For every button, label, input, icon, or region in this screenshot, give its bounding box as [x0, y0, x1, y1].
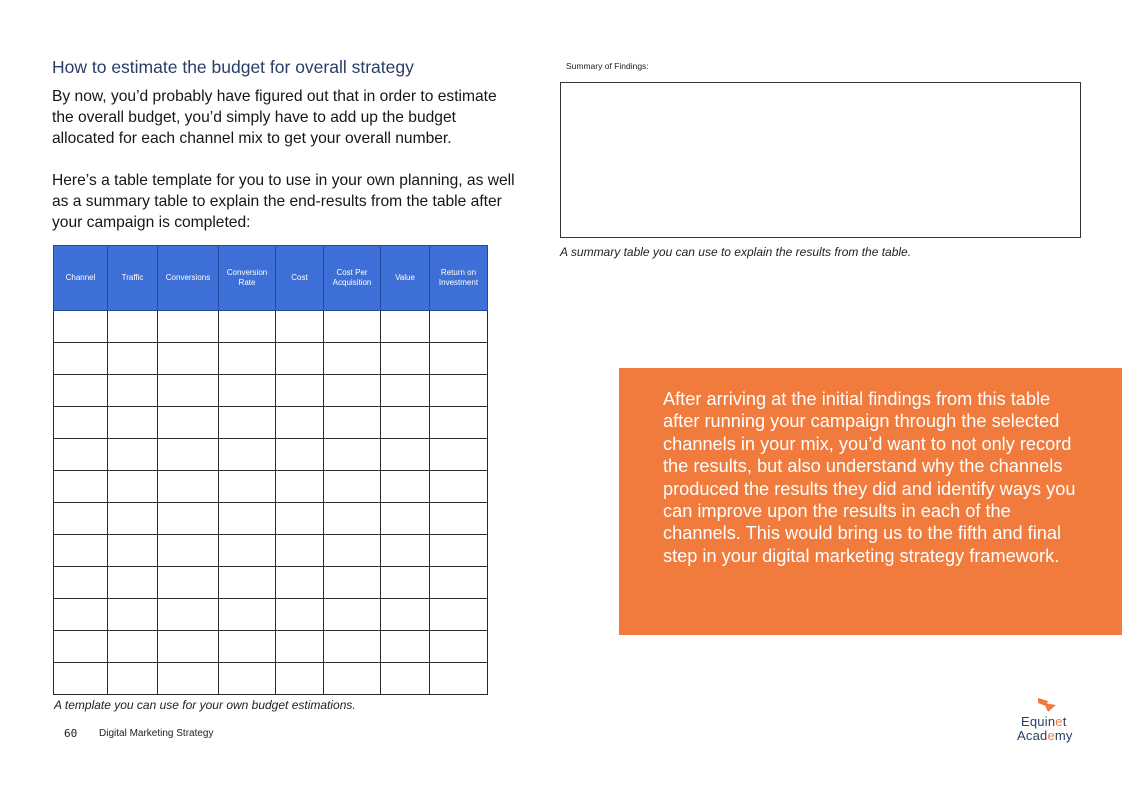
table-cell — [276, 343, 324, 375]
table-cell — [430, 599, 488, 631]
table-cell — [381, 375, 430, 407]
table-cell — [276, 631, 324, 663]
table-cell — [54, 503, 108, 535]
table-cell — [54, 535, 108, 567]
table-cell — [324, 631, 381, 663]
table-cell — [430, 407, 488, 439]
table-cell — [158, 407, 219, 439]
table-cell — [219, 631, 276, 663]
column-header: Cost Per Acquisition — [324, 246, 381, 311]
table-cell — [54, 375, 108, 407]
table-cell — [108, 567, 158, 599]
table-cell — [430, 439, 488, 471]
intro-paragraph-2: Here’s a table template for you to use in your own planning, as well as a summary table to explain the end-results from the table after your campaign is completed: — [52, 172, 515, 231]
table-row — [54, 343, 488, 375]
footer-title: Digital Marketing Strategy — [99, 728, 214, 739]
page-number: 60 — [64, 727, 78, 740]
table-row — [54, 311, 488, 343]
table-cell — [430, 311, 488, 343]
table-caption: A template you can use for your own budget estimations. — [54, 698, 356, 712]
table-cell — [219, 663, 276, 695]
table-cell — [219, 375, 276, 407]
table-cell — [276, 503, 324, 535]
table-cell — [430, 471, 488, 503]
table-cell — [430, 535, 488, 567]
table-cell — [54, 631, 108, 663]
table-cell — [54, 599, 108, 631]
table-cell — [54, 343, 108, 375]
table-cell — [430, 567, 488, 599]
table-cell — [324, 407, 381, 439]
table-cell — [276, 535, 324, 567]
table-cell — [54, 439, 108, 471]
table-cell — [158, 567, 219, 599]
table-cell — [108, 663, 158, 695]
table-cell — [158, 535, 219, 567]
table-cell — [276, 663, 324, 695]
table-cell — [381, 599, 430, 631]
table-cell — [219, 503, 276, 535]
table-cell — [219, 439, 276, 471]
table-cell — [381, 311, 430, 343]
table-cell — [158, 311, 219, 343]
table-cell — [108, 343, 158, 375]
summary-label: Summary of Findings: — [566, 61, 649, 71]
table-cell — [324, 311, 381, 343]
table-cell — [54, 407, 108, 439]
table-cell — [108, 375, 158, 407]
table-cell — [324, 663, 381, 695]
column-header: Return on Investment — [430, 246, 488, 311]
table-cell — [381, 503, 430, 535]
table-cell — [158, 503, 219, 535]
table-cell — [158, 343, 219, 375]
table-row — [54, 407, 488, 439]
column-header: Conversions — [158, 246, 219, 311]
table-cell — [158, 663, 219, 695]
column-header: Cost — [276, 246, 324, 311]
table-cell — [324, 343, 381, 375]
table-cell — [381, 343, 430, 375]
section-heading: How to estimate the budget for overall strategy — [52, 57, 414, 77]
table-cell — [276, 471, 324, 503]
table-cell — [276, 375, 324, 407]
intro-text — [52, 86, 522, 254]
table-cell — [219, 471, 276, 503]
table-cell — [324, 439, 381, 471]
table-cell — [381, 407, 430, 439]
table-cell — [108, 535, 158, 567]
table-cell — [276, 567, 324, 599]
table-cell — [430, 631, 488, 663]
table-cell — [54, 663, 108, 695]
table-cell — [108, 407, 158, 439]
table-cell — [324, 375, 381, 407]
table-cell — [54, 471, 108, 503]
table-cell — [430, 503, 488, 535]
logo-text-line-1: Equinet — [1021, 714, 1067, 729]
table-cell — [219, 599, 276, 631]
equinet-academy-logo — [1008, 697, 1088, 747]
table-cell — [219, 535, 276, 567]
table-row — [54, 503, 488, 535]
table-cell — [108, 439, 158, 471]
table-cell — [219, 343, 276, 375]
logo-text-line-2: Academy — [1017, 728, 1073, 743]
table-row — [54, 599, 488, 631]
table-cell — [276, 311, 324, 343]
table-cell — [276, 439, 324, 471]
table-cell — [219, 567, 276, 599]
table-cell — [108, 471, 158, 503]
column-header: Channel — [54, 246, 108, 311]
budget-template-table — [53, 245, 488, 695]
table-row — [54, 567, 488, 599]
table-cell — [324, 567, 381, 599]
table-cell — [108, 631, 158, 663]
summary-findings-box — [560, 82, 1081, 238]
table-cell — [108, 503, 158, 535]
table-cell — [54, 567, 108, 599]
table-cell — [276, 407, 324, 439]
table-cell — [54, 311, 108, 343]
table-cell — [324, 471, 381, 503]
table-row — [54, 439, 488, 471]
table-row — [54, 631, 488, 663]
table-cell — [108, 599, 158, 631]
table-row — [54, 375, 488, 407]
table-cell — [430, 663, 488, 695]
table-cell — [381, 567, 430, 599]
table-cell — [381, 663, 430, 695]
table-cell — [219, 407, 276, 439]
table-cell — [219, 311, 276, 343]
table-cell — [324, 599, 381, 631]
flag-logo-icon — [1036, 697, 1058, 713]
table-cell — [158, 439, 219, 471]
table-cell — [381, 535, 430, 567]
table-cell — [158, 375, 219, 407]
table-row — [54, 471, 488, 503]
table-cell — [430, 343, 488, 375]
table-cell — [381, 471, 430, 503]
table-cell — [324, 503, 381, 535]
callout-box — [619, 368, 1122, 635]
table-row — [54, 663, 488, 695]
table-row — [54, 535, 488, 567]
table-cell — [324, 535, 381, 567]
table-cell — [276, 599, 324, 631]
table-cell — [381, 439, 430, 471]
table-cell — [108, 311, 158, 343]
column-header: Traffic — [108, 246, 158, 311]
table-body — [54, 311, 488, 695]
table-cell — [430, 375, 488, 407]
table-cell — [158, 631, 219, 663]
intro-paragraph-1: By now, you’d probably have figured out that in order to estimate the overall budget, you’d simply have to add up the budget allocated for each channel mix to get your overall number. — [52, 88, 497, 147]
callout-text: After arriving at the initial findings from this table after running your campaign through the selected channels in your mix, you’d want to not only record the results, but also understand why the channels produced the results they did and identify ways you can improve upon the results in each of the channels. This would bring us to the fifth and final step in your digital marketing strategy framework. — [663, 389, 1076, 566]
table-cell — [158, 599, 219, 631]
column-header: Value — [381, 246, 430, 311]
table-cell — [381, 631, 430, 663]
column-header: Conversion Rate — [219, 246, 276, 311]
summary-caption: A summary table you can use to explain the results from the table. — [560, 245, 912, 259]
table-header-row — [54, 246, 488, 311]
table-cell — [158, 471, 219, 503]
